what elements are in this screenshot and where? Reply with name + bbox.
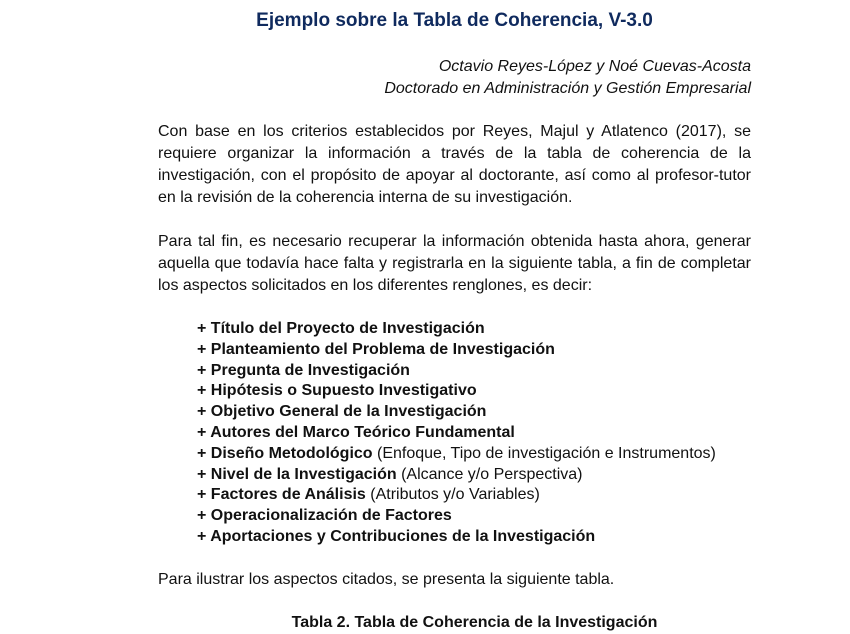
list-item-title: + Aportaciones y Contribuciones de la Investigación <box>197 527 596 545</box>
intro-paragraph: Con base en los criterios establecidos por Reyes, Majul y Atlatenco (2017), se requiere organizar la información a través de la tabla de coherencia de la investigación, con el propósito de apoyar al doctorante, así como al profesor-tutor en la revisión de la coherencia interna de su investigación. <box>158 123 751 206</box>
list-item-title: + Planteamiento del Problema de Investigación <box>197 340 555 358</box>
list-item-title: + Título del Proyecto de Investigación <box>197 320 485 337</box>
list-item <box>197 381 716 402</box>
aspects-list <box>197 319 716 548</box>
table-caption: Tabla 2. Tabla de Coherencia de la Investigación <box>291 614 658 631</box>
list-item <box>197 527 716 548</box>
list-item-title: + Nivel de la Investigación <box>197 465 397 483</box>
list-item <box>197 423 716 444</box>
document-title: Ejemplo sobre la Tabla de Coherencia, V-3.0 <box>256 10 653 31</box>
author-block <box>384 56 751 100</box>
list-item <box>197 444 716 465</box>
purpose-paragraph: Para tal fin, es necesario recuperar la información obtenida hasta ahora, generar aquella que todavía hace falta y registrarla en la siguiente tabla, a fin de completar los aspectos solicitados en los diferentes renglones, es decir: <box>158 233 751 294</box>
list-item-detail: (Enfoque, Tipo de investigación e Instrumentos) <box>372 444 716 462</box>
list-item-title: + Objetivo General de la Investigación <box>197 403 487 421</box>
list-item <box>197 361 716 382</box>
list-item-title: + Hipótesis o Supuesto Investigativo <box>197 382 477 400</box>
list-item-title: + Autores del Marco Teórico Fundamental <box>197 423 515 441</box>
list-item <box>197 319 716 340</box>
list-item-title: + Operacionalización de Factores <box>197 507 452 525</box>
list-item <box>197 402 716 423</box>
list-item-title: + Diseño Metodológico <box>197 444 373 462</box>
list-item-detail: (Atributos y/o Variables) <box>365 486 540 504</box>
table-intro-paragraph: Para ilustrar los aspectos citados, se presenta la siguiente tabla. <box>158 571 615 588</box>
list-item <box>197 340 716 361</box>
list-item <box>197 465 716 486</box>
author-names: Octavio Reyes-López y Noé Cuevas-Acosta <box>438 58 751 75</box>
list-item <box>197 485 716 506</box>
list-item-title: + Pregunta de Investigación <box>197 361 410 379</box>
list-item <box>197 506 716 527</box>
program-name: Doctorado en Administración y Gestión Empresarial <box>384 80 751 97</box>
list-item-detail: (Alcance y/o Perspectiva) <box>396 465 583 483</box>
list-item-title: + Factores de Análisis <box>197 486 366 504</box>
